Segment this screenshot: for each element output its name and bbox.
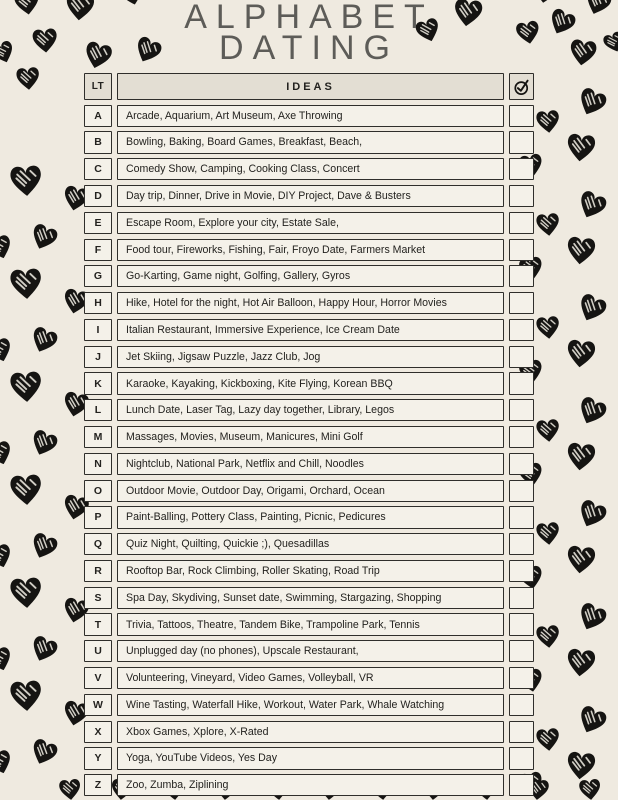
ideas-cell: Trivia, Tattoos, Theatre, Tandem Bike, Trampoline Park, Tennis [117, 613, 504, 635]
checkbox-cell[interactable] [509, 131, 534, 153]
checkbox-cell[interactable] [509, 372, 534, 394]
checkbox-cell[interactable] [509, 239, 534, 261]
letter-cell: W [84, 694, 112, 716]
checkbox-cell[interactable] [509, 560, 534, 582]
table-row [84, 587, 534, 609]
ideas-cell: Jet Skiing, Jigsaw Puzzle, Jazz Club, Jog [117, 346, 504, 368]
table-row [84, 265, 534, 287]
checkbox-cell[interactable] [509, 319, 534, 341]
letter-cell: E [84, 212, 112, 234]
ideas-cell: Hike, Hotel for the night, Hot Air Balloon, Happy Hour, Horror Movies [117, 292, 504, 314]
letter-cell: A [84, 105, 112, 127]
ideas-cell: Spa Day, Skydiving, Sunset date, Swimming, Stargazing, Shopping [117, 587, 504, 609]
table-row [84, 158, 534, 180]
checkbox-cell[interactable] [509, 105, 534, 127]
letter-cell: K [84, 372, 112, 394]
letter-cell: O [84, 480, 112, 502]
ideas-cell: Lunch Date, Laser Tag, Lazy day together, Library, Legos [117, 399, 504, 421]
checkbox-cell[interactable] [509, 774, 534, 796]
table-row [84, 319, 534, 341]
checkbox-cell[interactable] [509, 533, 534, 555]
ideas-cell: Arcade, Aquarium, Art Museum, Axe Throwing [117, 105, 504, 127]
checkbox-cell[interactable] [509, 640, 534, 662]
page-title-line1: ALPHABET [184, 0, 434, 36]
letter-cell: S [84, 587, 112, 609]
ideas-cell: Xbox Games, Xplore, X-Rated [117, 721, 504, 743]
ideas-cell: Food tour, Fireworks, Fishing, Fair, Froyo Date, Farmers Market [117, 239, 504, 261]
ideas-cell: Volunteering, Vineyard, Video Games, Volleyball, VR [117, 667, 504, 689]
ideas-cell: Nightclub, National Park, Netflix and Chill, Noodles [117, 453, 504, 475]
checkbox-cell[interactable] [509, 399, 534, 421]
letter-cell: X [84, 721, 112, 743]
table-row [84, 399, 534, 421]
letter-cell: F [84, 239, 112, 261]
letter-cell: M [84, 426, 112, 448]
check-circle-icon [513, 78, 531, 96]
ideas-cell: Quiz Night, Quilting, Quickie ;), Quesadillas [117, 533, 504, 555]
ideas-cell: Wine Tasting, Waterfall Hike, Workout, Water Park, Whale Watching [117, 694, 504, 716]
table-row [84, 105, 534, 127]
page-title-line2: DATING [219, 29, 399, 67]
checkbox-cell[interactable] [509, 506, 534, 528]
table-rows [84, 105, 534, 797]
checkbox-cell[interactable] [509, 185, 534, 207]
checkbox-cell[interactable] [509, 747, 534, 769]
table-row [84, 453, 534, 475]
letter-cell: R [84, 560, 112, 582]
checkbox-cell[interactable] [509, 212, 534, 234]
table-row [84, 372, 534, 394]
letter-cell: B [84, 131, 112, 153]
ideas-cell: Outdoor Movie, Outdoor Day, Origami, Orchard, Ocean [117, 480, 504, 502]
ideas-cell: Paint-Balling, Pottery Class, Painting, Picnic, Pedicures [117, 506, 504, 528]
ideas-cell: Comedy Show, Camping, Cooking Class, Concert [117, 158, 504, 180]
table-row [84, 613, 534, 635]
table-row [84, 667, 534, 689]
letter-cell: H [84, 292, 112, 314]
letter-cell: I [84, 319, 112, 341]
checkbox-cell[interactable] [509, 292, 534, 314]
header-done-cell [509, 73, 534, 100]
header-letter-cell: LT [84, 73, 112, 100]
alphabet-dating-table [84, 73, 534, 796]
letter-cell: D [84, 185, 112, 207]
letter-cell: P [84, 506, 112, 528]
letter-cell: Y [84, 747, 112, 769]
checkbox-cell[interactable] [509, 667, 534, 689]
table-row [84, 533, 534, 555]
checkbox-cell[interactable] [509, 721, 534, 743]
table-row [84, 426, 534, 448]
table-row [84, 721, 534, 743]
table-row [84, 131, 534, 153]
checkbox-cell[interactable] [509, 426, 534, 448]
ideas-cell: Italian Restaurant, Immersive Experience, Ice Cream Date [117, 319, 504, 341]
checkbox-cell[interactable] [509, 587, 534, 609]
checkbox-cell[interactable] [509, 480, 534, 502]
letter-cell: G [84, 265, 112, 287]
letter-cell: T [84, 613, 112, 635]
ideas-cell: Escape Room, Explore your city, Estate Sale, [117, 212, 504, 234]
table-row [84, 560, 534, 582]
table-row [84, 212, 534, 234]
ideas-cell: Yoga, YouTube Videos, Yes Day [117, 747, 504, 769]
table-row [84, 185, 534, 207]
checkbox-cell[interactable] [509, 694, 534, 716]
table-row [84, 694, 534, 716]
letter-cell: U [84, 640, 112, 662]
letter-cell: L [84, 399, 112, 421]
letter-cell: N [84, 453, 112, 475]
letter-cell: Q [84, 533, 112, 555]
table-row [84, 292, 534, 314]
ideas-cell: Zoo, Zumba, Ziplining [117, 774, 504, 796]
letter-cell: J [84, 346, 112, 368]
letter-cell: C [84, 158, 112, 180]
checkbox-cell[interactable] [509, 265, 534, 287]
table-row [84, 239, 534, 261]
table-row [84, 506, 534, 528]
checkbox-cell[interactable] [509, 346, 534, 368]
checkbox-cell[interactable] [509, 453, 534, 475]
ideas-cell: Go-Karting, Game night, Golfing, Gallery, Gyros [117, 265, 504, 287]
ideas-cell: Day trip, Dinner, Drive in Movie, DIY Project, Dave & Busters [117, 185, 504, 207]
letter-cell: V [84, 667, 112, 689]
table-row [84, 346, 534, 368]
table-header-row [84, 73, 534, 100]
table-row [84, 774, 534, 796]
header-ideas-cell: IDEAS [117, 73, 504, 100]
checkbox-cell[interactable] [509, 613, 534, 635]
table-row [84, 640, 534, 662]
ideas-cell: Bowling, Baking, Board Games, Breakfast, Beach, [117, 131, 504, 153]
table-row [84, 747, 534, 769]
ideas-cell: Unplugged day (no phones), Upscale Restaurant, [117, 640, 504, 662]
checkbox-cell[interactable] [509, 158, 534, 180]
ideas-cell: Karaoke, Kayaking, Kickboxing, Kite Flying, Korean BBQ [117, 372, 504, 394]
letter-cell: Z [84, 774, 112, 796]
ideas-cell: Massages, Movies, Museum, Manicures, Mini Golf [117, 426, 504, 448]
ideas-cell: Rooftop Bar, Rock Climbing, Roller Skating, Road Trip [117, 560, 504, 582]
table-row [84, 480, 534, 502]
